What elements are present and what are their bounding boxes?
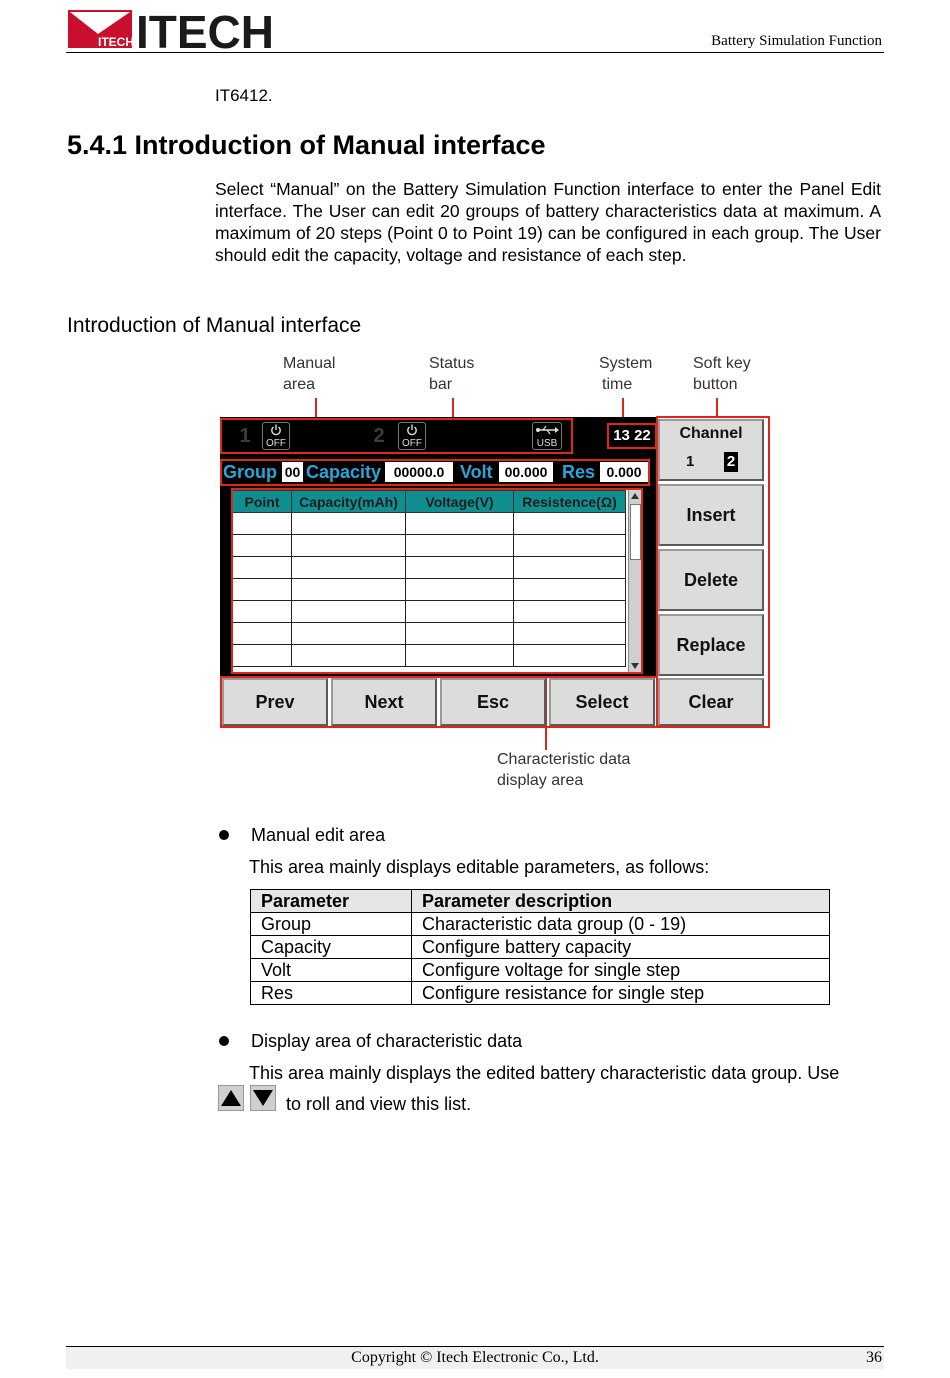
leader-line-time	[622, 398, 624, 418]
callout-system-time	[599, 353, 652, 395]
param-description: Configure battery capacity	[412, 936, 830, 959]
table-row	[251, 913, 830, 936]
channel-2-option-selected[interactable]: 2	[724, 452, 738, 472]
data-display-description-cont: to roll and view this list.	[286, 1094, 472, 1114]
callout-line-2: display area	[497, 772, 584, 789]
down-arrow-key-icon	[250, 1085, 276, 1111]
param-name: Volt	[251, 959, 412, 982]
bullet-manual-edit-area: Manual edit area	[251, 825, 386, 845]
callout-line-1: Soft key	[693, 355, 751, 372]
column-header-point: Point	[233, 491, 292, 513]
next-button[interactable]: Next	[331, 678, 437, 726]
bullet-data-display-area: Display area of characteristic data	[251, 1031, 523, 1051]
softkey-row-highlight	[220, 676, 658, 728]
callout-line-1: Characteristic data	[497, 751, 631, 768]
group-label: Group	[223, 462, 277, 482]
callout-status-bar	[429, 353, 474, 395]
callout-manual-area	[283, 353, 335, 395]
system-time-highlight	[607, 423, 657, 449]
page-number: 36	[866, 1349, 882, 1366]
table-row	[251, 936, 830, 959]
channel-2-number: 2	[373, 425, 385, 447]
manual-area-highlight	[220, 459, 650, 486]
param-header-parameter: Parameter	[251, 890, 412, 913]
column-header-resistance: Resistence(Ω)	[514, 491, 626, 513]
figure-caption: Introduction of Manual interface	[67, 314, 362, 337]
delete-button[interactable]: Delete	[658, 549, 764, 611]
esc-button[interactable]: Esc	[440, 678, 546, 726]
time-hour: 13	[613, 427, 630, 444]
channel-1-number: 1	[239, 425, 251, 447]
table-row	[251, 982, 830, 1005]
callout-line-2: time	[602, 376, 633, 393]
param-name: Group	[251, 913, 412, 936]
parameter-table	[250, 889, 830, 1005]
channel-2-power-label: OFF	[402, 438, 422, 449]
callout-line-1: System	[599, 355, 653, 372]
capacity-value[interactable]: 00000.0	[385, 462, 453, 482]
callout-line-1: Status	[429, 355, 475, 372]
callout-line-2: button	[693, 376, 738, 393]
section-heading: 5.4.1 Introduction of Manual interface	[67, 130, 546, 160]
table-row	[251, 959, 830, 982]
param-name: Res	[251, 982, 412, 1005]
res-value[interactable]: 0.000	[600, 462, 648, 482]
callout-line-2: bar	[429, 376, 453, 393]
softkey-column-highlight	[656, 416, 770, 728]
channel-softkey-label: Channel	[679, 425, 743, 442]
itech-logo	[68, 8, 296, 52]
replace-button[interactable]: Replace	[658, 614, 764, 676]
manual-edit-description: This area mainly displays editable parameters, as follows:	[249, 857, 710, 877]
prev-button[interactable]: Prev	[222, 678, 328, 726]
data-area-highlight	[231, 488, 643, 674]
channel-1-option[interactable]: 1	[686, 453, 695, 470]
column-header-voltage: Voltage(V)	[406, 491, 514, 513]
callout-line-1: Manual	[283, 355, 336, 372]
column-header-capacity: Capacity(mAh)	[292, 491, 406, 513]
callout-soft-key	[693, 353, 751, 395]
leader-line-status	[452, 398, 454, 418]
time-minute: 22	[634, 427, 651, 444]
param-description: Characteristic data group (0 - 19)	[412, 913, 830, 936]
group-value[interactable]: 00	[282, 462, 303, 482]
volt-label: Volt	[460, 462, 493, 482]
logo-small-text: ITECH	[98, 35, 134, 49]
bullet-dot	[219, 1036, 229, 1046]
footer-copyright: Copyright © Itech Electronic Co., Ltd.	[351, 1349, 599, 1366]
usb-label: USB	[536, 438, 558, 449]
param-description: Configure voltage for single step	[412, 959, 830, 982]
res-label: Res	[562, 462, 596, 482]
status-bar-highlight	[220, 418, 573, 454]
channel-1-power-label: OFF	[266, 438, 286, 449]
callout-data-area	[497, 749, 630, 791]
clear-button[interactable]: Clear	[658, 678, 764, 726]
param-description: Configure resistance for single step	[412, 982, 830, 1005]
insert-button[interactable]: Insert	[658, 484, 764, 546]
bullet-dot	[219, 830, 229, 840]
leader-line-softkey	[716, 398, 718, 418]
logo-text: ITECH	[136, 8, 274, 52]
param-name: Capacity	[251, 936, 412, 959]
select-button[interactable]: Select	[549, 678, 655, 726]
up-arrow-key-icon	[218, 1085, 244, 1111]
param-header-description: Parameter description	[412, 890, 830, 913]
header-section-title: Battery Simulation Function	[711, 33, 882, 49]
volt-value[interactable]: 00.000	[499, 462, 553, 482]
model-line: IT6412.	[215, 86, 273, 105]
header-rule	[66, 52, 884, 53]
capacity-label: Capacity	[306, 462, 382, 482]
intro-paragraph: Select “Manual” on the Battery Simulation Function interface to enter the Panel Edit interface. The User can edit 20 groups of battery characteristics data at maximum. A maximum of 20 steps (Point 0 to Point 19) can be configured in each group. The User should edit the capacity, voltage and resistance of each step.	[215, 179, 881, 265]
callout-line-2: area	[283, 376, 316, 393]
data-display-description: This area mainly displays the edited battery characteristic data group. Use	[249, 1063, 840, 1083]
